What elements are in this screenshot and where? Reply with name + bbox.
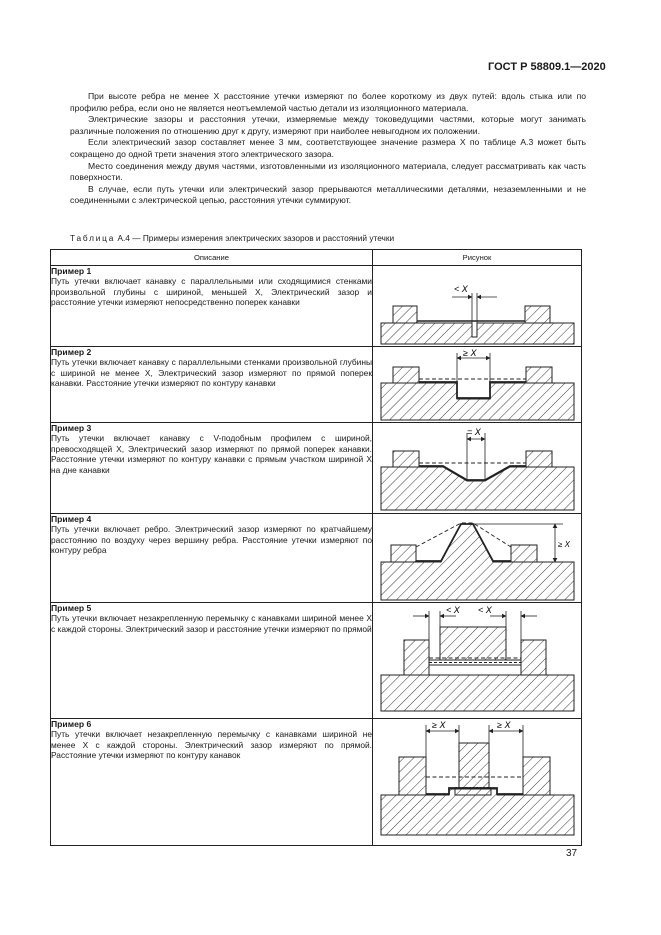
figure-example-4	[373, 514, 582, 602]
example-title: Пример 6	[51, 719, 92, 729]
body-text	[70, 91, 586, 207]
table-caption-text: А.4 — Примеры измерения электрических зазоров и расстояний утечки	[117, 233, 395, 243]
example-text: Путь утечки включает ребро. Электрический зазор измеряют по кратчайшему расстоянию по воздуху через вершину ребра. Расстояние утечки измеряют по контуру ребра	[51, 524, 372, 556]
table-caption-word: Таблица	[70, 233, 116, 243]
dimension-label: ≥ X	[558, 540, 570, 549]
column-header-description: Описание	[51, 250, 373, 266]
page-number: 37	[566, 848, 578, 859]
dimension-label: = X	[467, 427, 481, 437]
example-description	[51, 347, 373, 423]
example-figure	[373, 514, 582, 603]
example-figure	[373, 347, 582, 423]
table-row	[51, 347, 582, 423]
example-description	[51, 514, 373, 603]
example-figure	[373, 266, 582, 347]
dimension-label: < X	[478, 605, 492, 615]
table-row	[51, 514, 582, 603]
example-figure	[373, 719, 582, 846]
example-text: Путь утечки включает незакрепленную перемычку с канавками шириной менее X с каждой стороны. Электрический зазор и расстояние утечки измеряют по прямой	[51, 613, 372, 634]
paragraph: При высоте ребра не менее X расстояние утечки измеряют по более короткому из двух путей: вдоль стыка или по профилю ребра, если оно не является неотъемлемой частью детали из изоляционного материала.	[70, 91, 586, 113]
table-caption	[70, 233, 394, 243]
examples-table	[50, 249, 582, 846]
table-row	[51, 423, 582, 514]
paragraph: В случае, если путь утечки или электрический зазор прерываются металлическими деталями, незаземленными и не соединенными с электрической цепью, расстояния утечки суммируют.	[70, 183, 586, 206]
table-row	[51, 719, 582, 846]
table-header-row	[51, 250, 582, 266]
example-description	[51, 266, 373, 347]
table-row	[51, 603, 582, 719]
dimension-label: ≥ X	[463, 348, 477, 358]
example-figure	[373, 423, 582, 514]
paragraph: Место соединения между двумя частями, изготовленными из изоляционного материала, следует рассматривать как часть поверхности.	[70, 160, 586, 183]
standard-number: ГОСТ Р 58809.1—2020	[488, 61, 606, 73]
example-description	[51, 719, 373, 846]
example-title: Пример 4	[51, 514, 92, 524]
dimension-label: ≥ X	[497, 720, 511, 730]
figure-example-2	[373, 347, 582, 422]
example-text: Путь утечки включает канавку с V-подобным профилем с шириной, превосходящей X, Электрический зазор измеряют по прямой поперек канавки. Расстояние утечки измеряют по контуру канавки с прямым участком шириной X на дне канавки	[51, 433, 372, 475]
paragraph: Если электрический зазор составляет менее 3 мм, соответствующее значение размера X по таблице А.3 может быть сокращено до одной трети значения этого электрического зазора.	[70, 137, 586, 159]
table-row	[51, 266, 582, 347]
example-figure	[373, 603, 582, 719]
figure-example-5	[373, 603, 582, 718]
dimension-label: < X	[454, 284, 468, 294]
figure-example-1	[373, 266, 582, 346]
dimension-label: ≥ X	[432, 720, 446, 730]
example-text: Путь утечки включает канавку с параллельными или сходящимися стенками произвольной глубины с шириной, меньшей X, Электрический зазор и расстояние утечки измеряют непосредственно поперек канавки	[51, 276, 372, 308]
figure-example-6	[373, 719, 582, 845]
example-title: Пример 2	[51, 347, 92, 357]
dimension-label: < X	[446, 605, 460, 615]
example-title: Пример 1	[51, 266, 92, 276]
example-title: Пример 3	[51, 423, 92, 433]
figure-example-3	[373, 423, 582, 513]
example-description	[51, 603, 373, 719]
paragraph: Электрические зазоры и расстояния утечки, измеряемые между токоведущими частями, которые могут занимать различные положения по отношению друг к другу, измеряют при наиболее невыгодном их положении.	[70, 114, 586, 136]
example-text: Путь утечки включает канавку с параллельными стенками произвольной глубины с шириной не менее X, Электрический зазор измеряют по прямой поперек канавки. Расстояние утечки измеряют по контуру канавки	[51, 357, 372, 389]
example-description	[51, 423, 373, 514]
column-header-figure: Рисунок	[373, 250, 582, 266]
example-title: Пример 5	[51, 603, 92, 613]
example-text: Путь утечки включает незакрепленную перемычку с канавками шириной не менее X с каждой стороны. Электрический зазор измеряют по прямой. Расстояние утечки измеряют по контуру канавок	[51, 729, 372, 761]
